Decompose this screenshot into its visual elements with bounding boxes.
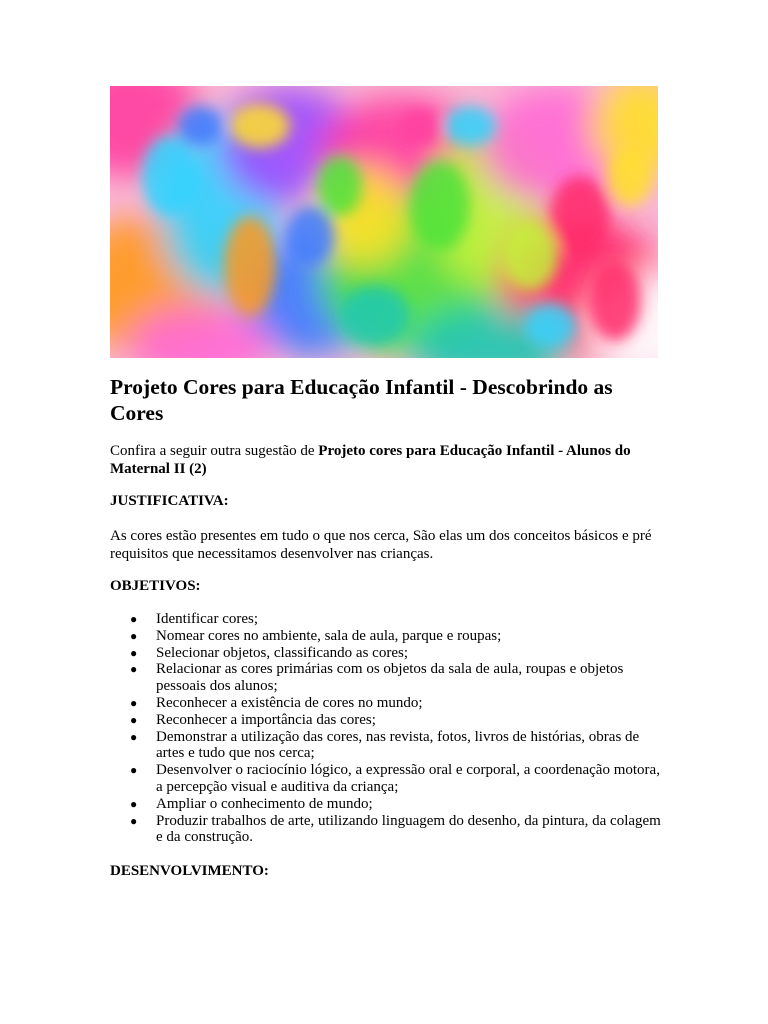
list-item: ● Reconhecer a existência de cores no mundo; bbox=[130, 694, 423, 711]
powder-cloud bbox=[230, 104, 290, 148]
bullet-icon: ● bbox=[130, 813, 138, 828]
desenvolvimento-heading: DESENVOLVIMENTO: bbox=[110, 863, 269, 879]
list-item: ● Selecionar objetos, classificando as cores; bbox=[130, 644, 408, 661]
bullet-icon: ● bbox=[130, 628, 138, 643]
bullet-icon: ● bbox=[130, 662, 138, 677]
powder-cloud bbox=[286, 206, 334, 266]
objetivos-list bbox=[110, 611, 670, 846]
powder-cloud bbox=[444, 106, 496, 146]
list-item: ● Demonstrar a utilização das cores, nas revista, fotos, livros de histórias, obras de artes e tudo que nos cerca; bbox=[130, 728, 640, 762]
bullet-icon: ● bbox=[130, 763, 138, 778]
list-item: ● Nomear cores no ambiente, sala de aula, parque e roupas; bbox=[130, 627, 502, 644]
color-powder-photo bbox=[110, 86, 658, 358]
powder-cloud bbox=[524, 304, 576, 348]
powder-cloud bbox=[410, 161, 470, 251]
intro-text: Confira a seguir outra sugestão de bbox=[110, 443, 319, 459]
bullet-icon: ● bbox=[130, 695, 138, 710]
list-item: ● Reconhecer a importância das cores; bbox=[130, 711, 376, 728]
objetivos-heading: OBJETIVOS: bbox=[110, 578, 201, 594]
list-item: ● Produzir trabalhos de arte, utilizando linguagem do desenho, da pintura, da colagem e da construção. bbox=[130, 812, 661, 846]
intro-project-link-text: Projeto cores para Educação Infantil - Alunos do Maternal II (2) bbox=[110, 443, 631, 477]
powder-cloud bbox=[318, 156, 362, 216]
powder-cloud bbox=[400, 108, 440, 144]
powder-cloud bbox=[178, 106, 222, 146]
page-title: Projeto Cores para Educação Infantil - Descobrindo as Cores bbox=[110, 375, 613, 425]
powder-cloud bbox=[142, 136, 198, 216]
bullet-icon: ● bbox=[130, 645, 138, 660]
list-item: ● Desenvolver o raciocínio lógico, a expressão oral e corporal, a coordenação motora, a percepção visual e auditiva da criança; bbox=[130, 762, 660, 795]
powder-cloud bbox=[589, 261, 641, 341]
list-item: ● Identificar cores; bbox=[130, 611, 259, 627]
bullet-icon: ● bbox=[130, 796, 138, 811]
intro-paragraph bbox=[110, 442, 670, 478]
justificativa-text: As cores estão presentes em tudo o que nos cerca, São elas um dos conceitos básicos e pré requisitos que necessitamos desenvolver nas crianças. bbox=[110, 528, 652, 562]
list-item: ● Ampliar o conhecimento de mundo; bbox=[130, 795, 373, 812]
powder-cloud bbox=[502, 221, 558, 291]
justificativa-heading: JUSTIFICATIVA: bbox=[110, 493, 229, 509]
list-item: ● Relacionar as cores primárias com os objetos da sala de aula, roupas e objetos pessoais dos alunos; bbox=[130, 661, 624, 695]
color-powder-image bbox=[110, 86, 658, 358]
powder-cloud bbox=[224, 216, 276, 316]
bullet-icon: ● bbox=[130, 729, 138, 744]
powder-cloud bbox=[608, 146, 652, 206]
powder-cloud bbox=[340, 286, 410, 346]
powder-cloud bbox=[550, 176, 610, 256]
bullet-icon: ● bbox=[130, 612, 138, 626]
bullet-icon: ● bbox=[130, 712, 138, 727]
